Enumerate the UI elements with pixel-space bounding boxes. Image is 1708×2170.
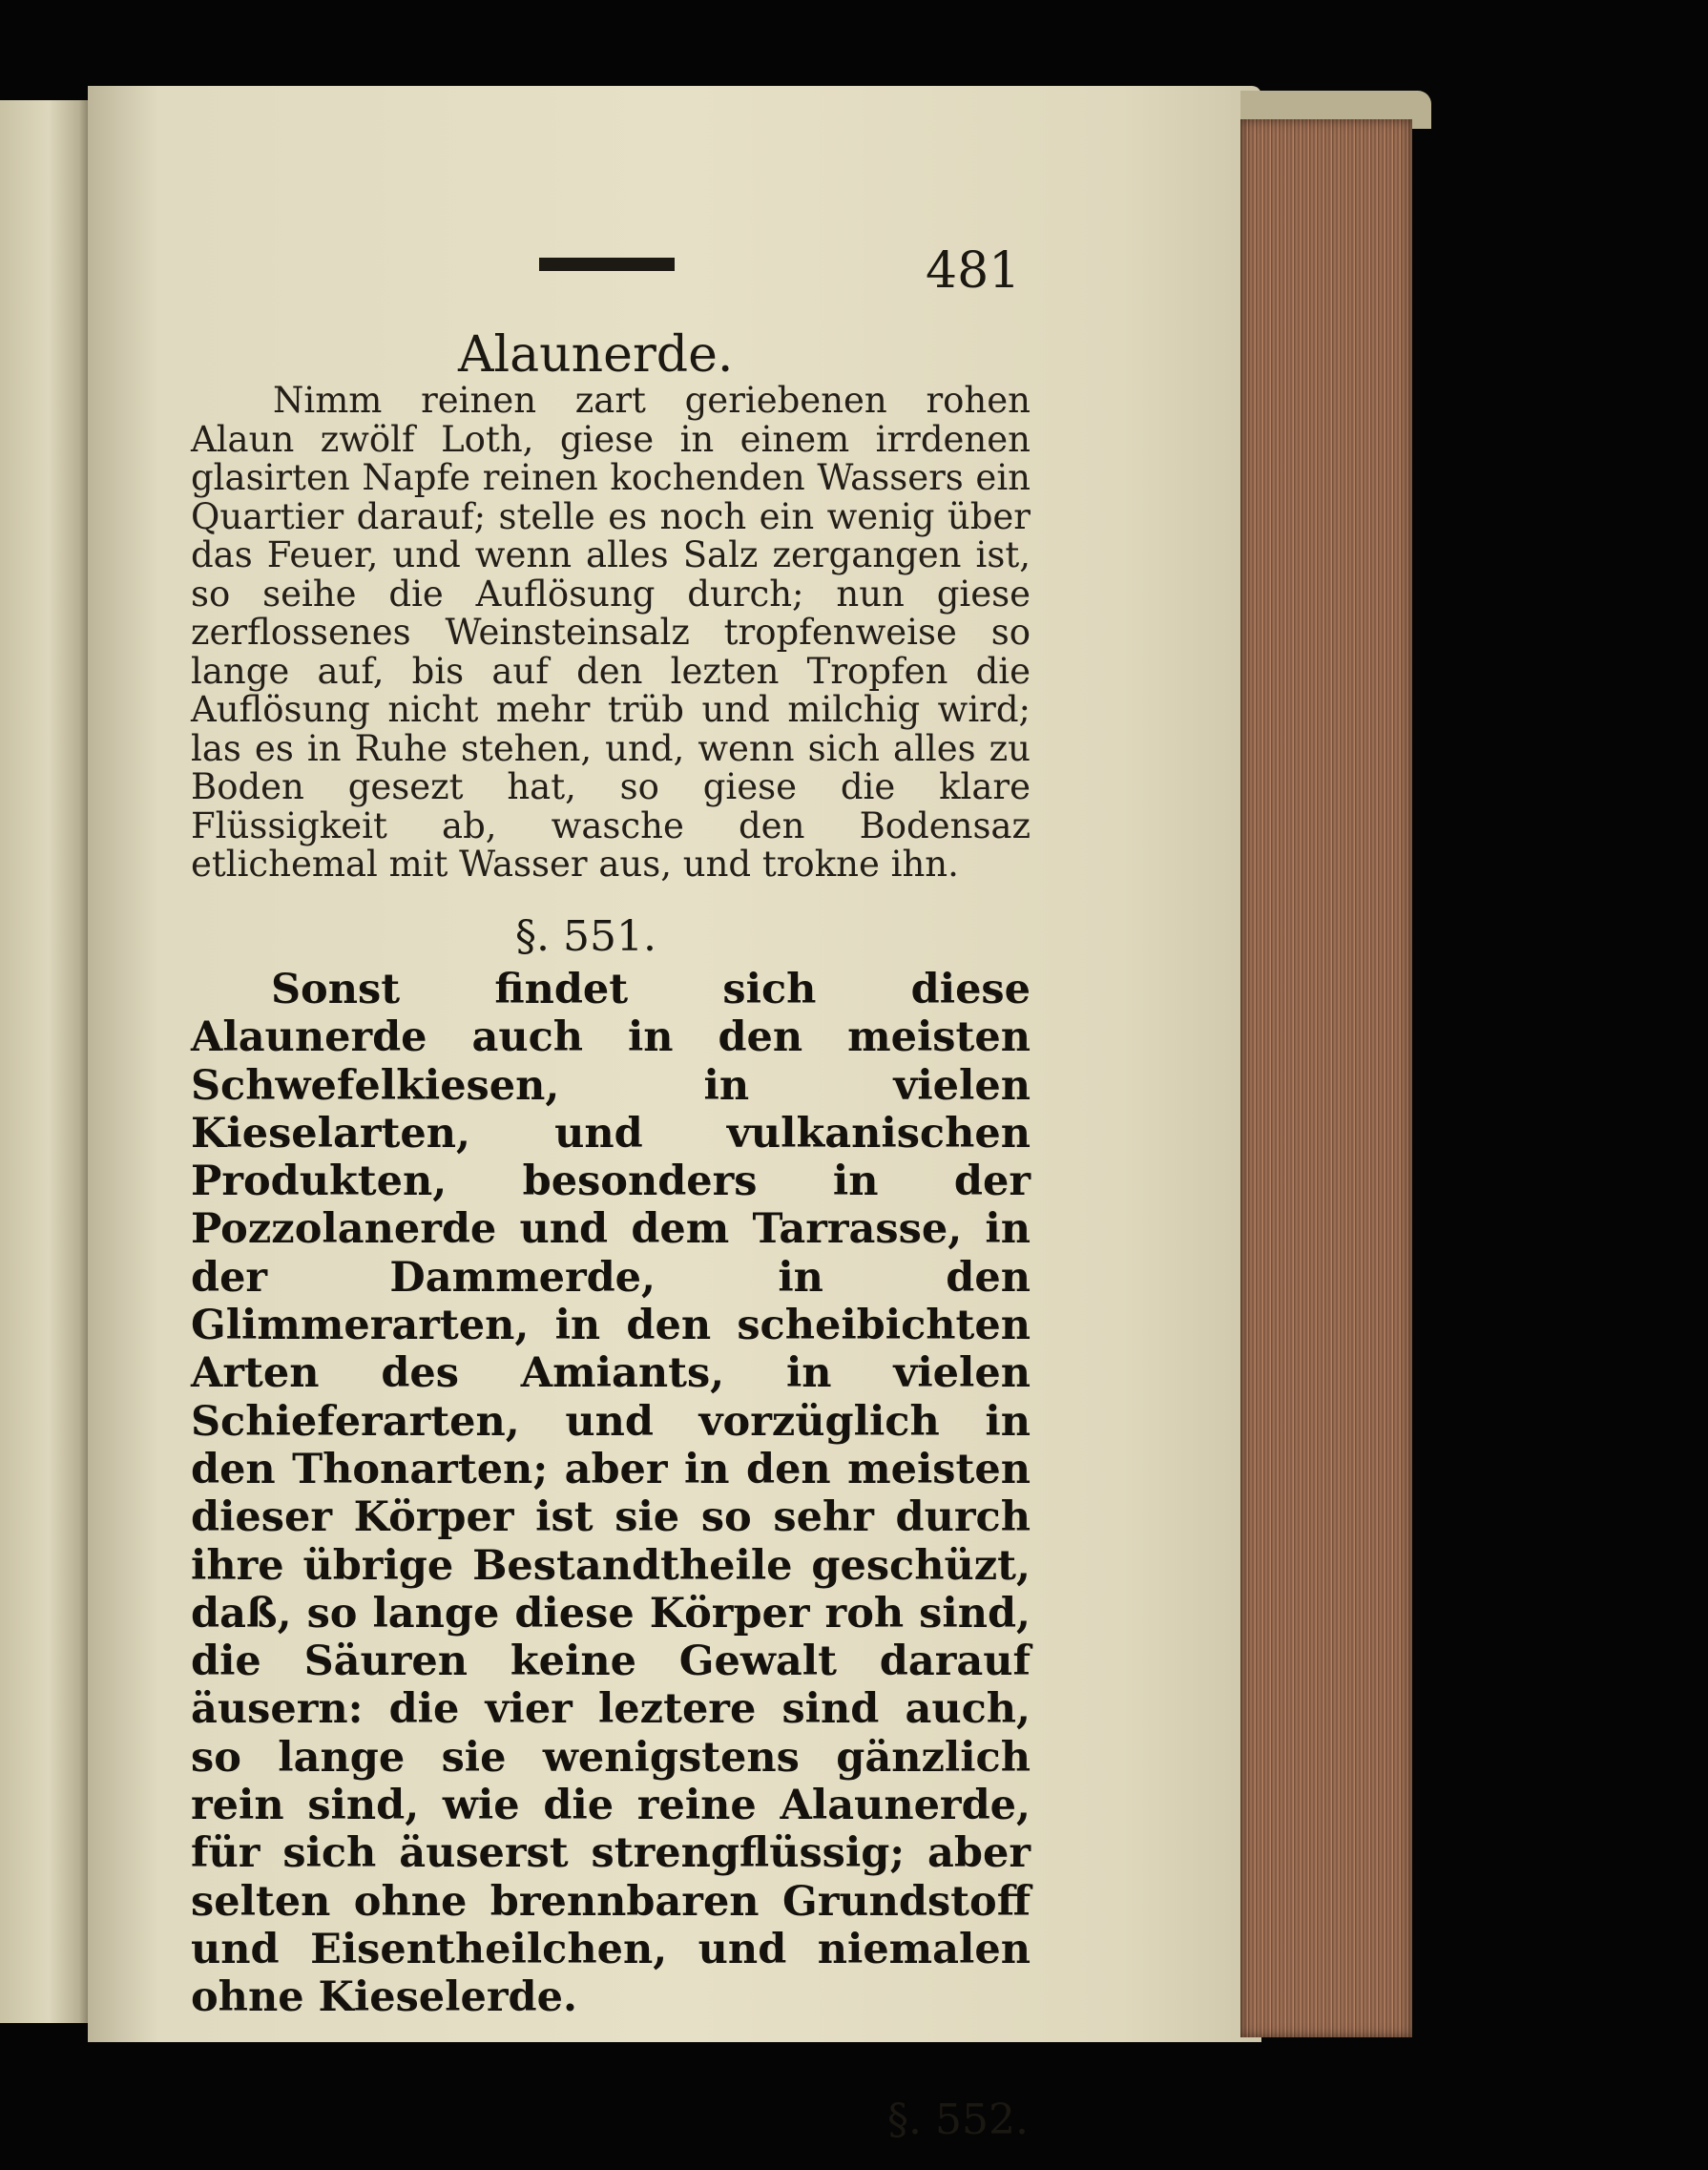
header-rule bbox=[539, 258, 675, 271]
page-number: 481 bbox=[926, 242, 1021, 300]
left-page-edge bbox=[0, 100, 88, 2023]
section-mark: §. 551. bbox=[515, 912, 656, 961]
section-heading: Alaunerde. bbox=[458, 326, 734, 384]
book-edge bbox=[1240, 119, 1412, 2037]
paragraph-2: Sonst findet sich diese Alaunerde auch in den meisten Schwefelkiesen, in vielen Kieselarten, und vulkanischen Produkten, besonders in der Pozzolanerde und dem Tarrasse, in der Dammerde, in den Glimmerarten, in den scheibichten Arten des Amiants, in vielen Schieferarten, und vorzüglich in den Thonarten; aber in den meisten dieser Körper ist sie so sehr durch ihre übrige Bestandtheile geschüzt, daß, so lange diese Körper roh sind, die Säuren keine Gewalt darauf äusern: die vier leztere sind auch, so lange sie wenigstens gänzlich rein sind, wie die reine Alaunerde, für sich äuserst strengflüssig; aber selten ohne brennbaren Grundstoff und Eisentheilchen, und niemalen ohne Kieselerde. bbox=[191, 966, 1031, 2022]
page-header bbox=[0, 242, 1708, 300]
paragraph-1: Nimm reinen zart geriebenen rohen Alaun zwölf Loth, giese in einem irrdenen glasirten Napfe reinen kochenden Wassers ein Quartier darauf; stelle es noch ein wenig über das Feuer, und wenn alles Salz zergangen ist, so seihe die Auflösung durch; nun giese zerflossenes Weinsteinsalz tropfenweise so lange auf, bis auf den lezten Tropfen die Auflösung nicht mehr trüb und milchig wird; las es in Ruhe stehen, und, wenn sich alles zu Boden gesezt hat, so giese die klare Flüssigkeit ab, wasche den Bodensaz etlichemal mit Wasser aus, und trokne ihn. bbox=[191, 380, 1031, 885]
catchword: §. 552. bbox=[887, 2096, 1029, 2144]
